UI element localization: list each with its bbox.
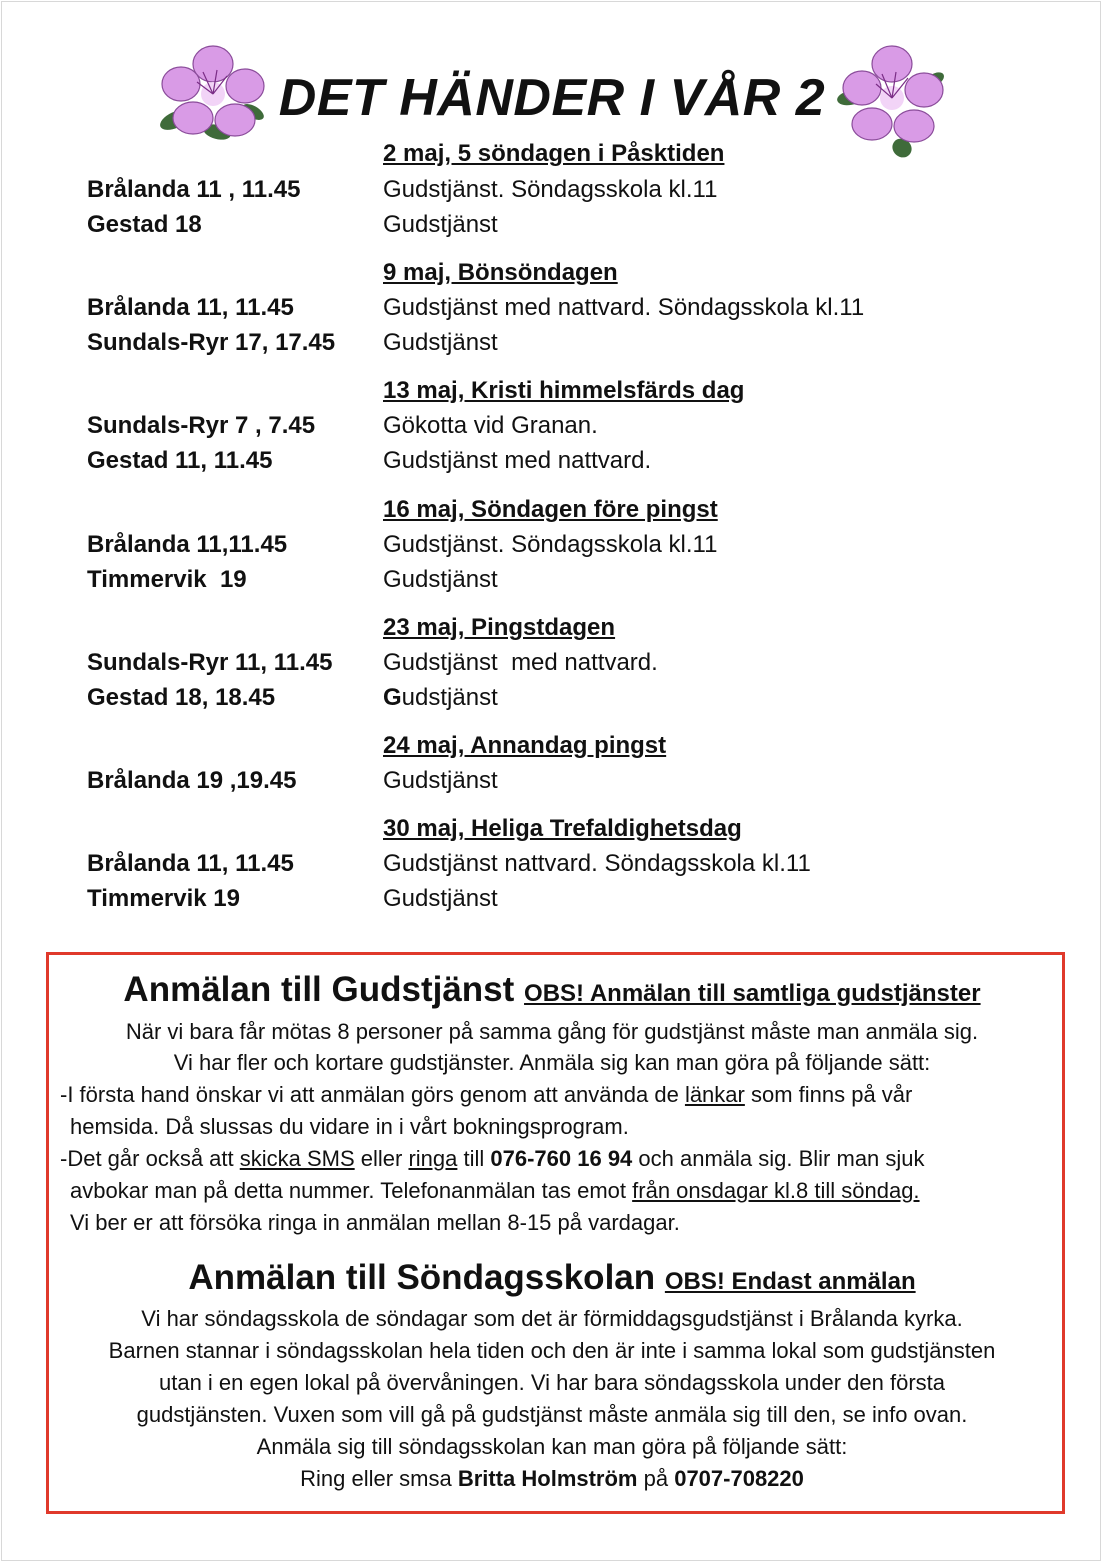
- event-rest: udstjänst: [401, 684, 498, 711]
- event: Gudstjänst: [383, 885, 498, 912]
- place-time: Brålanda 11,11.45: [87, 531, 288, 558]
- event: [383, 684, 498, 712]
- place-time: Brålanda 11, 11.45: [87, 850, 294, 877]
- sondagsskola-heading: [0, 1258, 1104, 1298]
- page-title: DET HÄNDER I VÅR 2: [278, 69, 826, 127]
- sondagsskola-line: Anmäla sig till söndagsskolan kan man göra på följande sätt:: [256, 1434, 848, 1459]
- day-heading: 16 maj, Söndagen före pingst: [383, 496, 718, 523]
- event: Gudstjänst: [383, 566, 498, 593]
- contact-phone: 0707-708220: [674, 1466, 804, 1491]
- place-time: Gestad 11, 11.45: [87, 447, 273, 474]
- event: Gökotta vid Granan.: [383, 412, 598, 439]
- sondagsskola-contact: [0, 1466, 1104, 1492]
- gudstjanst-obs: OBS! Anmälan till samtliga gudstjänster: [524, 980, 981, 1007]
- place-time: Gestad 18: [87, 211, 202, 238]
- event: Gudstjänst. Söndagsskola kl.11: [383, 531, 718, 558]
- sondagsskola-line: utan i en egen lokal på övervåningen. Vi har bara söndagsskola under den första: [158, 1370, 946, 1395]
- place-time: Brålanda 19 ,19.45: [87, 767, 297, 794]
- sondagsskola-heading-text: Anmälan till Söndagsskolan: [188, 1258, 656, 1297]
- event: Gudstjänst nattvard. Söndagsskola kl.11: [383, 850, 811, 877]
- day-heading: 2 maj, 5 söndagen i Påsktiden: [383, 140, 725, 167]
- sms-text: skicka SMS: [239, 1146, 355, 1171]
- text: på: [637, 1466, 675, 1491]
- text: -I första hand önskar vi att anmälan görs genom att använda de: [60, 1082, 685, 1107]
- place-time: Timmervik 19: [87, 566, 247, 593]
- phone-hours: från onsdagar kl.8 till söndag.: [632, 1178, 920, 1203]
- day-heading: 13 maj, Kristi himmelsfärds dag: [383, 377, 745, 404]
- call-text: ringa: [408, 1146, 458, 1171]
- place-time: Sundals-Ryr 17, 17.45: [87, 329, 336, 356]
- gudstjanst-line: Vi ber er att försöka ringa in anmälan mellan 8-15 på vardagar.: [70, 1210, 680, 1235]
- event: Gudstjänst: [383, 767, 498, 794]
- gudstjanst-line: När vi bara får mötas 8 personer på samma gång för gudstjänst måste man anmäla sig.: [125, 1019, 979, 1044]
- sondagsskola-line: gudstjänsten. Vuxen som vill gå på gudstjänst måste anmäla sig till den, se info ovan.: [136, 1402, 968, 1427]
- gudstjanst-line: [70, 1178, 920, 1204]
- links-text: länkar: [684, 1082, 745, 1107]
- text: avbokar man på detta nummer. Telefonanmälan tas emot: [70, 1178, 633, 1203]
- gudstjanst-heading-text: Anmälan till Gudstjänst: [123, 970, 515, 1009]
- gudstjanst-line: [60, 1082, 912, 1108]
- day-heading: 9 maj, Bönsöndagen: [383, 259, 618, 286]
- text: eller: [354, 1146, 409, 1171]
- event: Gudstjänst: [383, 211, 498, 238]
- gudstjanst-heading: [0, 970, 1104, 1010]
- sondagsskola-obs: OBS! Endast anmälan: [664, 1268, 916, 1295]
- text: till: [457, 1146, 491, 1171]
- day-heading: 23 maj, Pingstdagen: [383, 614, 616, 641]
- place-time: Sundals-Ryr 7 , 7.45: [87, 412, 316, 439]
- text: som finns på vår: [744, 1082, 913, 1107]
- event: Gudstjänst. Söndagsskola kl.11: [383, 176, 718, 203]
- place-time: Gestad 18, 18.45: [87, 684, 276, 711]
- place-time: Brålanda 11, 11.45: [87, 294, 294, 321]
- event: Gudstjänst: [383, 329, 498, 356]
- sondagsskola-line: Vi har söndagsskola de söndagar som det är förmiddagsgudstjänst i Brålanda kyrka.: [141, 1306, 963, 1331]
- day-heading: 30 maj, Heliga Trefaldighetsdag: [383, 815, 742, 842]
- text: -Det går också att: [60, 1146, 240, 1171]
- day-heading: 24 maj, Annandag pingst: [383, 732, 667, 759]
- phone-number: 076-760 16 94: [490, 1146, 633, 1171]
- place-time: Brålanda 11 , 11.45: [87, 176, 301, 203]
- event-initial: G: [383, 684, 402, 711]
- text: och anmäla sig. Blir man sjuk: [632, 1146, 925, 1171]
- gudstjanst-line: hemsida. Då slussas du vidare in i vårt bokningsprogram.: [70, 1114, 629, 1139]
- event: Gudstjänst med nattvard. Söndagsskola kl.11: [383, 294, 865, 321]
- gudstjanst-line: Vi har fler och kortare gudstjänster. Anmäla sig kan man göra på följande sätt:: [173, 1050, 931, 1075]
- place-time: Timmervik 19: [87, 885, 240, 912]
- contact-name: Britta Holmström: [457, 1466, 638, 1491]
- event: Gudstjänst med nattvard.: [383, 649, 658, 676]
- gudstjanst-line: [60, 1146, 925, 1172]
- sondagsskola-line: Barnen stannar i söndagsskolan hela tiden och den är inte i samma lokal som gudstjänsten: [108, 1338, 996, 1363]
- text: Ring eller smsa: [300, 1466, 458, 1491]
- event: Gudstjänst med nattvard.: [383, 447, 652, 474]
- place-time: Sundals-Ryr 11, 11.45: [87, 649, 333, 676]
